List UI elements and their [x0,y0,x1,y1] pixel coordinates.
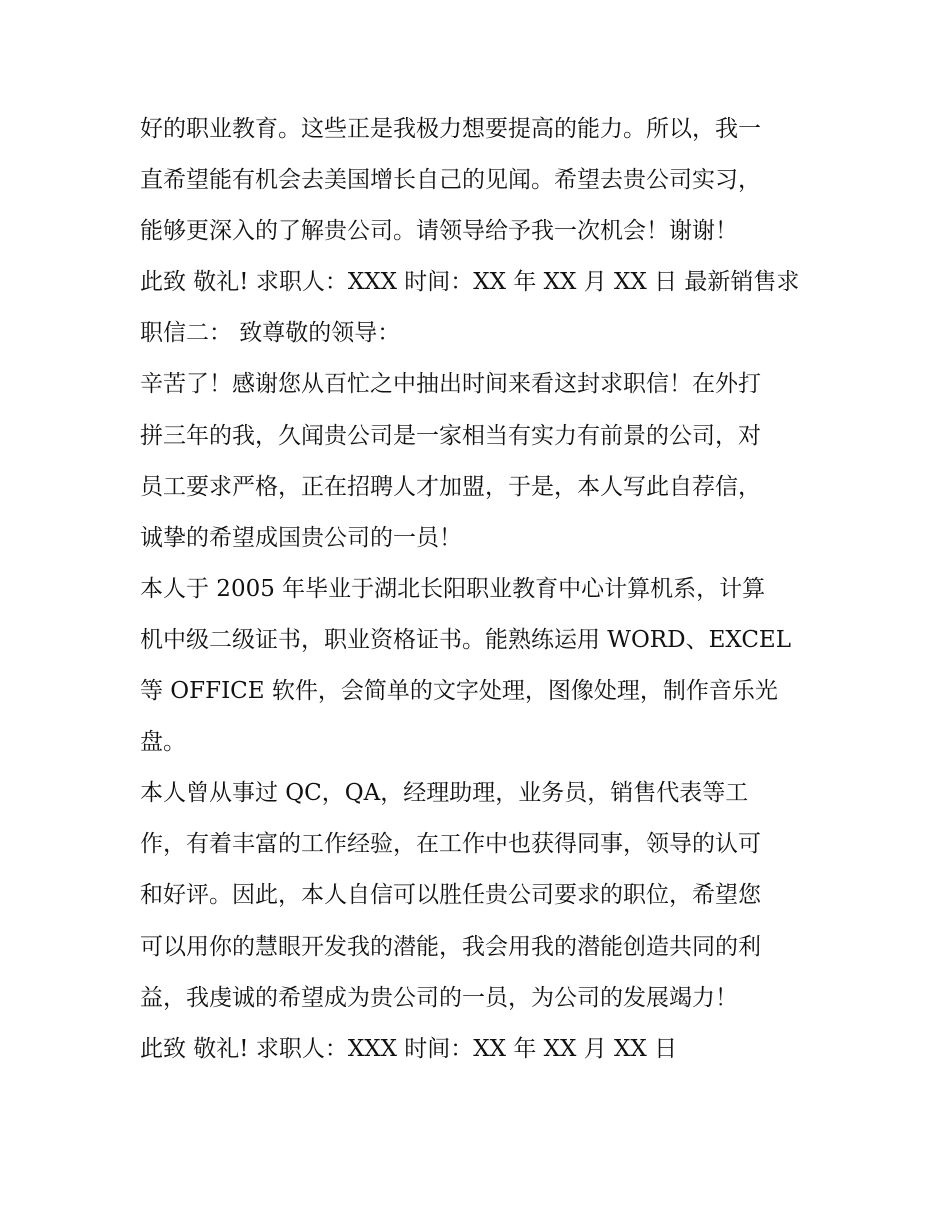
text-line: 好的职业教育。这些正是我极力想要提高的能力。所以，我一 [140,116,761,142]
text-line: 诚挚的希望成国贵公司的一员！ [140,524,462,551]
text-line: 此致 敬礼! 求职人：XXX 时间：XX 年 XX 月 XX 日 [140,1035,678,1062]
text-line: 和好评。因此，本人自信可以胜任贵公司要求的职位，希望您 [140,882,761,909]
text-line: 可以用你的慧眼开发我的潜能，我会用我的潜能创造共同的利 [140,933,761,960]
text-line: 益，我虔诚的希望成为贵公司的一员，为公司的发展竭力！ [140,984,738,1011]
text-line: 机中级二级证书，职业资格证书。能熟练运用 WORD、EXCEL [140,626,791,653]
text-line: 盘。 [140,729,186,756]
text-line: 辛苦了！感谢您从百忙之中抽出时间来看这封求职信！在外打 [140,371,761,398]
text-line: 拼三年的我，久闻贵公司是一家相当有实力有前景的公司，对 [140,422,761,449]
text-line: 能够更深入的了解贵公司。请领导给予我一次机会！谢谢！ [140,218,738,245]
text-line: 职信二： 致尊敬的领导： [140,320,401,347]
letter-body [140,104,840,1075]
text-line: 等 OFFICE 软件，会简单的文字处理，图像处理，制作音乐光 [140,678,778,705]
text-line: 此致 敬礼! 求职人：XXX 时间：XX 年 XX 月 XX 日 最新销售求 [140,269,800,296]
text-line: 员工要求严格，正在招聘人才加盟，于是，本人写此自荐信， [140,473,761,500]
text-line: 本人于 2005 年毕业于湖北长阳职业教育中心计算机系，计算 [140,575,766,602]
text-line: 作，有着丰富的工作经验，在工作中也获得同事，领导的认可 [140,831,761,858]
text-line: 直希望能有机会去美国增长自己的见闻。希望去贵公司实习， [140,167,761,194]
text-line: 本人曾从事过 QC，QA，经理助理，业务员，销售代表等工 [140,780,749,807]
